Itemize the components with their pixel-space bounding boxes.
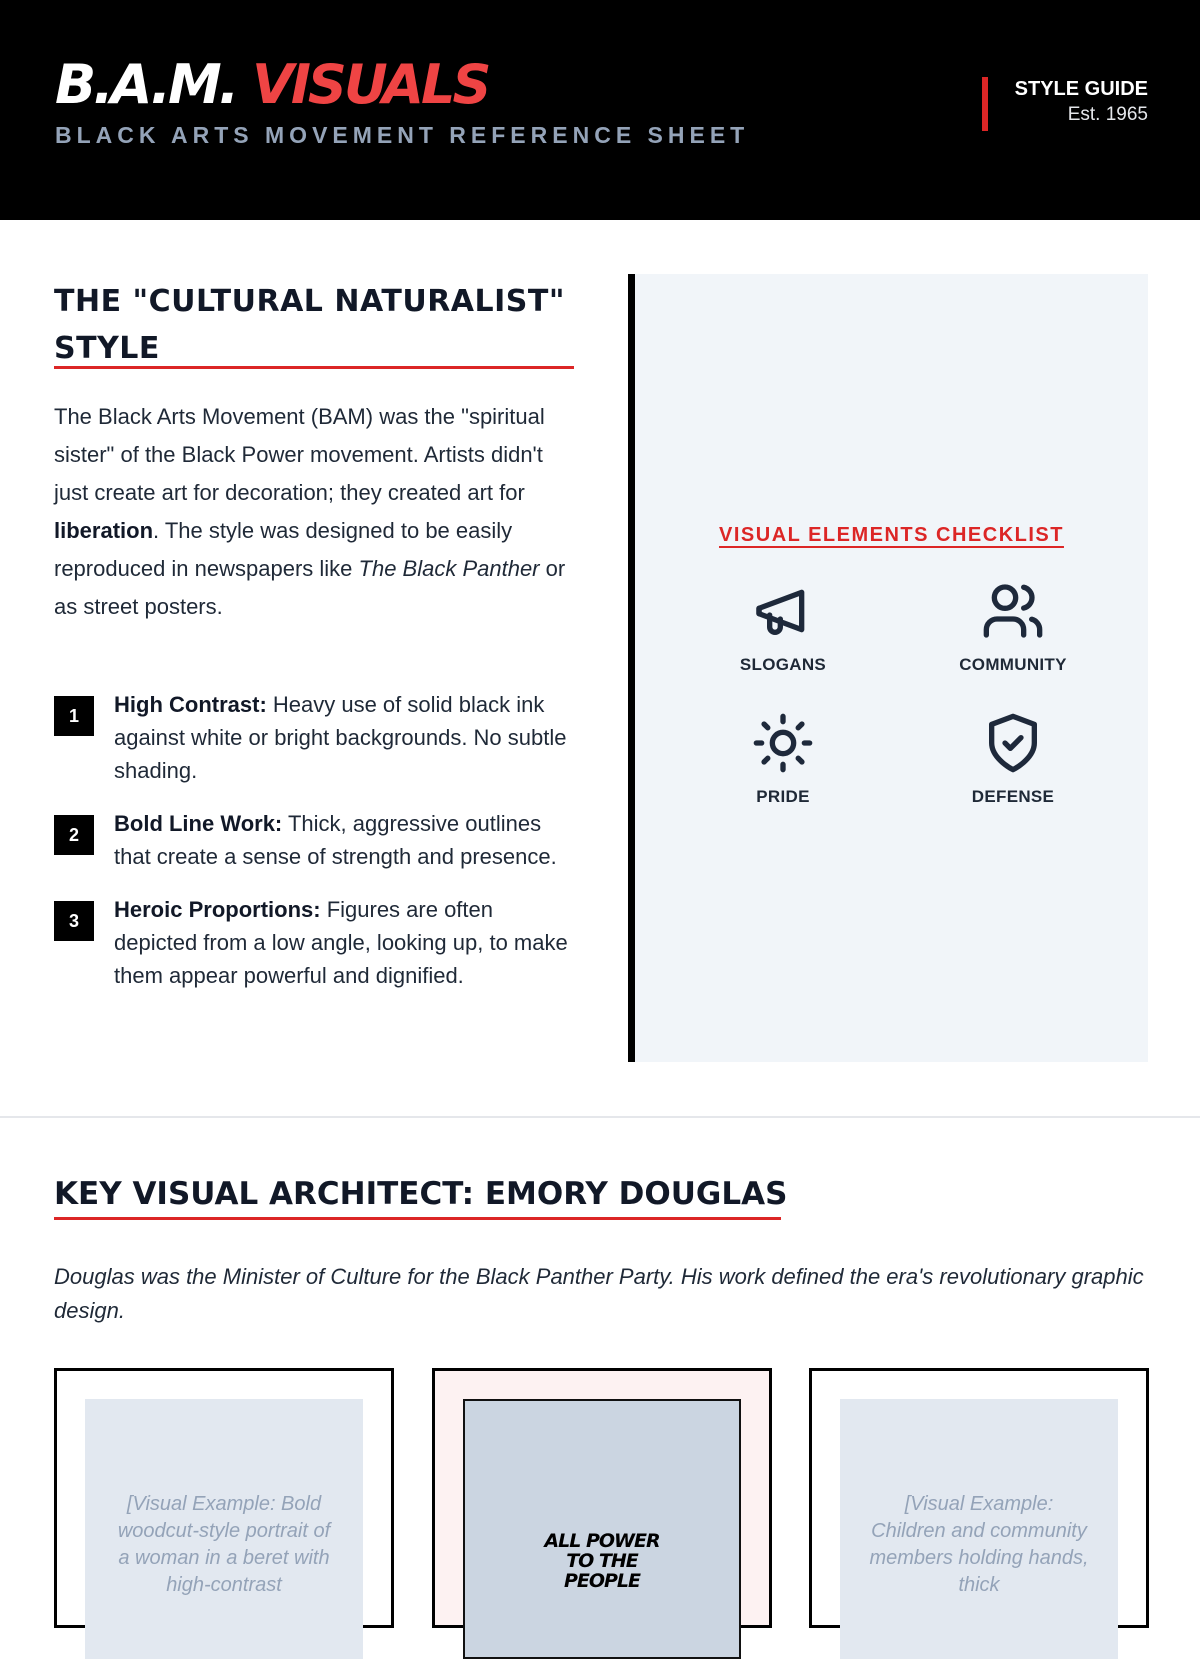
feature-title: Bold Line Work:: [114, 811, 283, 836]
architect-intro: Douglas was the Minister of Culture for the Black Panther Party. His work defined the era's revolutionary graphic design.: [54, 1264, 1144, 1323]
title-underline: [54, 366, 574, 369]
feature-item: [54, 893, 579, 992]
poster-image: [463, 1399, 741, 1659]
checklist-label: DEFENSE: [971, 787, 1055, 806]
checklist-item-pride: [683, 711, 883, 807]
brand-accent: VISUALS: [252, 53, 489, 116]
poster-line: TO THE: [566, 1550, 638, 1572]
users-icon: [981, 579, 1045, 643]
placeholder-caption: [Visual Example: Children and community members holding hands, thick: [869, 1493, 1089, 1596]
style-intro-paragraph: [54, 398, 579, 626]
feature-description: Thick, aggressive outlines that create a sense of strength and presence.: [114, 811, 557, 869]
intro-text: . The style was designed to be easily reproduced in newspapers like: [54, 518, 513, 581]
intro-text: or as street posters.: [54, 556, 566, 619]
feature-title: High Contrast:: [114, 692, 267, 717]
brand-name: B.A.M.: [55, 53, 237, 116]
feature-list: [54, 688, 579, 1012]
checklist-title: VISUAL ELEMENTS CHECKLIST: [719, 524, 1064, 546]
newspaper-title: The Black Panther: [358, 556, 540, 581]
checklist-item-defense: [913, 711, 1113, 807]
checklist-label: SLOGANS: [739, 655, 827, 674]
feature-text: [114, 688, 579, 787]
example-card-featured: [432, 1368, 772, 1628]
architect-section-title: KEY VISUAL ARCHITECT: EMORY DOUGLAS: [54, 1176, 788, 1212]
intro-emphasis: liberation: [54, 518, 154, 543]
shield-check-icon: [981, 711, 1045, 775]
feature-title: Heroic Proportions:: [114, 897, 321, 922]
feature-item: [54, 688, 579, 787]
checklist-label: PRIDE: [756, 787, 810, 806]
visual-elements-panel: [628, 274, 1148, 1062]
feature-number: 2: [54, 815, 94, 855]
style-section-title: THE "CULTURAL NATURALIST" STYLE: [54, 284, 565, 366]
checklist-label: COMMUNITY: [959, 655, 1067, 674]
feature-number: 1: [54, 696, 94, 736]
feature-item: [54, 807, 579, 873]
placeholder-caption: [Visual Example: Bold woodcut-style portrait of a woman in a beret with high-contrast: [117, 1493, 331, 1596]
megaphone-icon: [751, 579, 815, 643]
style-guide-label: STYLE GUIDE: [1014, 78, 1148, 100]
feature-description: Heavy use of solid black ink against white or bright backgrounds. No subtle shading.: [114, 692, 567, 783]
feature-text: [114, 807, 579, 873]
poster-slogan: [465, 1531, 739, 1591]
image-placeholder: [85, 1399, 363, 1659]
section-divider: [0, 1116, 1200, 1118]
example-card: [54, 1368, 394, 1628]
example-card: [809, 1368, 1149, 1628]
checklist-item-slogans: [683, 579, 883, 675]
poster-line: PEOPLE: [563, 1570, 641, 1592]
feature-text: [114, 893, 579, 992]
feature-number: 3: [54, 901, 94, 941]
image-placeholder: [840, 1399, 1118, 1659]
sun-icon: [751, 711, 815, 775]
page-header: [0, 0, 1200, 220]
established-label: Est. 1965: [1067, 104, 1148, 125]
feature-description: Figures are often depicted from a low angle, looking up, to make them appear powerful and dignified.: [114, 897, 568, 988]
header-accent-bar: [982, 77, 988, 131]
checklist-item-community: [913, 579, 1113, 675]
brand-logo: [55, 50, 488, 120]
intro-text: The Black Arts Movement (BAM) was the "spiritual sister" of the Black Power movement. Artists didn't just create art for decoration; they created art for: [54, 404, 545, 505]
title-underline: [54, 1217, 781, 1220]
header-badge: [1015, 76, 1148, 128]
poster-line: ALL POWER: [544, 1530, 660, 1552]
header-subtitle: BLACK ARTS MOVEMENT REFERENCE SHEET: [55, 122, 750, 148]
